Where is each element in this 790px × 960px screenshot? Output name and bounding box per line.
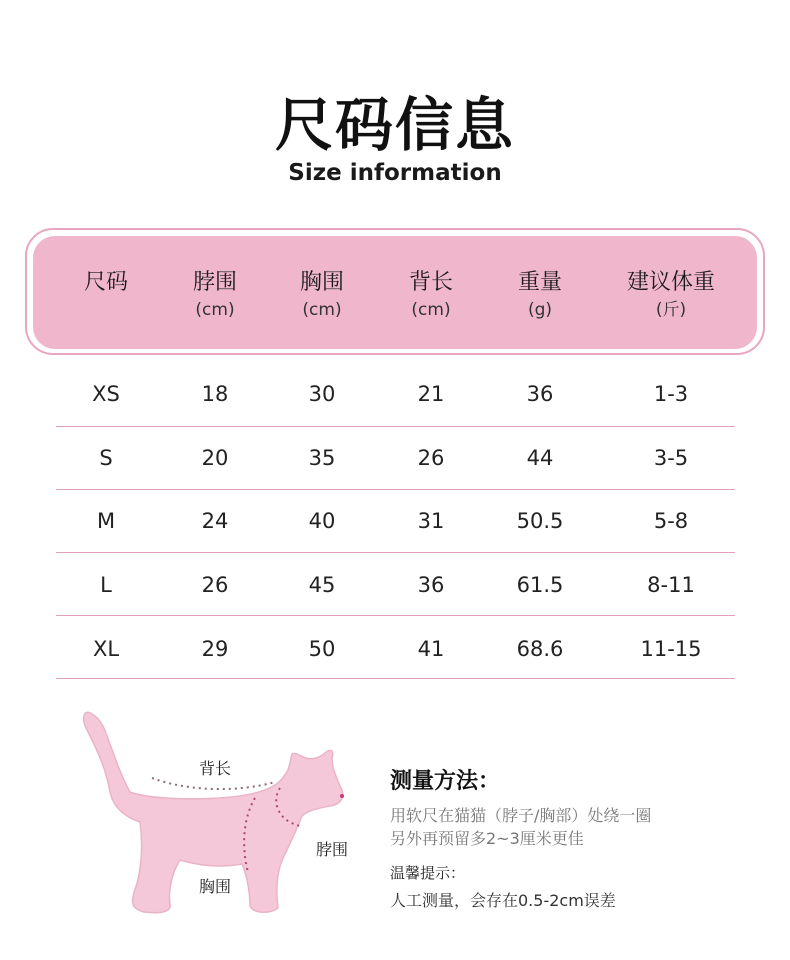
cell-back-length: 36 (417, 573, 445, 597)
nose-icon (340, 794, 344, 798)
cell-suggested-weight: 5-8 (653, 509, 689, 533)
cell-weight: 44 (526, 446, 554, 470)
cell-neck: 24 (201, 509, 229, 533)
header-label: 建议体重 (626, 270, 715, 295)
neck-label: 脖围 (316, 840, 349, 859)
cell-back-length: 31 (417, 509, 445, 533)
back-length-line (152, 778, 275, 789)
table-row (56, 426, 735, 490)
cell-suggested-weight: 1-3 (653, 382, 689, 406)
cell-weight: 68.6 (516, 637, 564, 661)
page-title: 尺码信息 (274, 91, 515, 159)
header-label: 重量 (517, 270, 562, 295)
cell-neck: 29 (201, 637, 229, 661)
header-unit: (斤) (655, 300, 687, 320)
row-divider (56, 678, 735, 679)
cell-chest: 45 (308, 573, 336, 597)
cell-size: S (99, 446, 113, 470)
cell-size: M (96, 509, 116, 533)
header-size (46, 268, 166, 298)
header-label: 背长 (408, 270, 453, 295)
table-row (56, 362, 735, 426)
cell-back-length: 21 (417, 382, 445, 406)
cell-chest: 30 (308, 382, 336, 406)
cell-size: XS (92, 382, 120, 406)
page-subtitle: Size information (288, 160, 502, 186)
header-label: 脖围 (192, 270, 237, 295)
cell-chest: 50 (308, 637, 336, 661)
method-line-2: 另外再预留多2~3厘米更佳 (390, 829, 584, 848)
cell-weight: 61.5 (516, 573, 564, 597)
header-label: 尺码 (83, 270, 128, 295)
chest-label: 胸围 (199, 877, 232, 896)
cell-neck: 20 (201, 446, 229, 470)
header-suggested-weight (611, 268, 731, 322)
header-label: 胸围 (299, 270, 344, 295)
header-chest (262, 268, 382, 322)
header-weight (480, 268, 600, 322)
header-unit: (cm) (302, 300, 342, 320)
method-line-1: 用软尺在猫猫（脖子/胸部）处绕一圈 (390, 806, 652, 825)
back-length-label: 背长 (199, 759, 232, 778)
table-row (56, 553, 735, 617)
cell-suggested-weight: 11-15 (640, 637, 702, 661)
cell-weight: 36 (526, 382, 554, 406)
table-row (56, 617, 735, 681)
cell-size: L (100, 573, 112, 597)
tips-text: 人工测量，会存在0.5-2cm误差 (390, 891, 616, 910)
row-divider (56, 615, 735, 616)
cell-back-length: 41 (417, 637, 445, 661)
cell-suggested-weight: 3-5 (653, 446, 689, 470)
cell-chest: 40 (308, 509, 336, 533)
header-back-length (371, 268, 491, 322)
header-neck (155, 268, 275, 322)
cell-neck: 26 (201, 573, 229, 597)
cell-chest: 35 (308, 446, 336, 470)
cell-weight: 50.5 (516, 509, 564, 533)
header-unit: (cm) (411, 300, 451, 320)
cell-neck: 18 (201, 382, 229, 406)
cell-suggested-weight: 8-11 (647, 573, 695, 597)
cell-back-length: 26 (417, 446, 445, 470)
cell-size: XL (92, 637, 120, 661)
header-unit: (cm) (195, 300, 235, 320)
method-title: 测量方法： (390, 769, 501, 794)
tips-title: 温馨提示： (390, 864, 466, 882)
header-unit: (g) (527, 300, 553, 320)
table-row (56, 489, 735, 553)
